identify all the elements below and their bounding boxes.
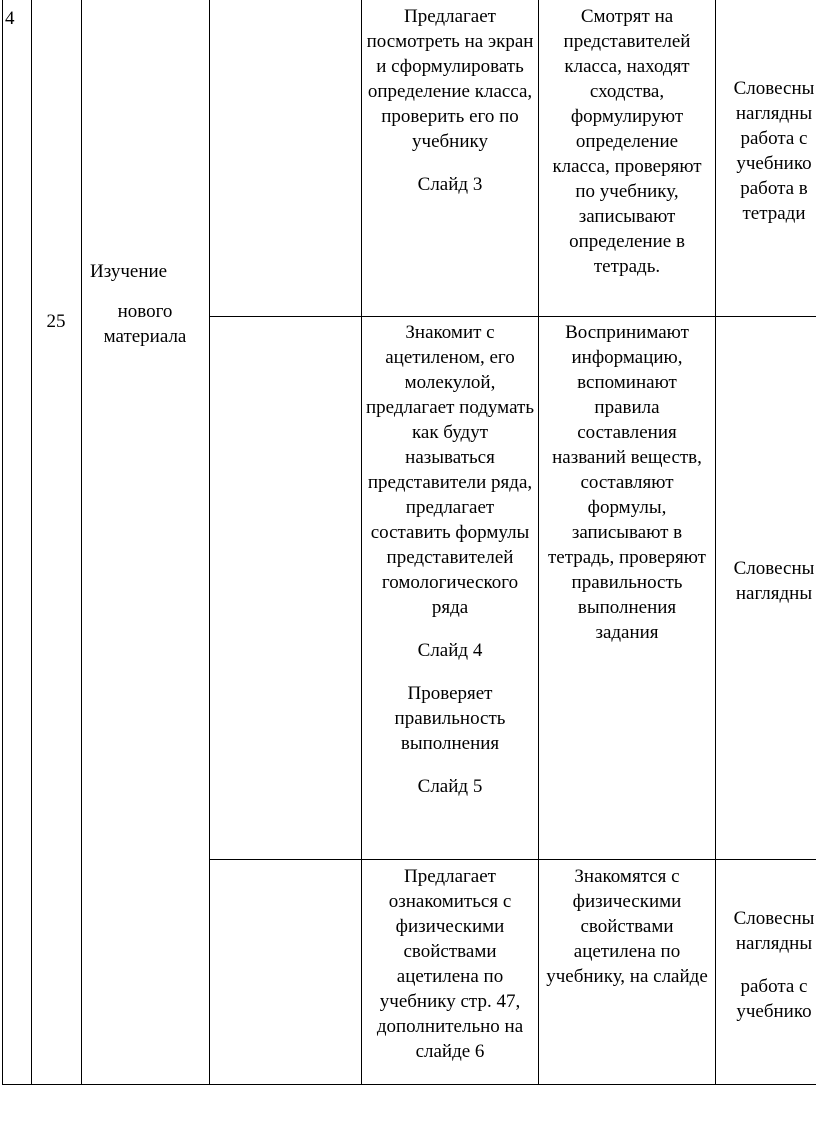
column-divider-3 (209, 0, 210, 1085)
row-divider-2 (209, 859, 816, 860)
column-divider-1 (31, 0, 32, 1085)
methods-text: Словесны наглядны работа с учебнико работа в тетради (733, 78, 815, 224)
slide-label: Слайд 3 (417, 174, 483, 195)
teacher-activity-text: Знакомит с ацетиленом, его молекулой, предлагает подумать как будут называться представители ряда, предлагает составить формулы представителей гомологического ряда (366, 322, 534, 618)
methods-text: Словесны наглядны (733, 558, 815, 604)
row-number: 4 (5, 8, 15, 29)
stage-label-line1: Изучение (90, 261, 168, 282)
column-divider-5 (538, 0, 539, 1085)
teacher-activity-row-3 (365, 864, 535, 1064)
teacher-activity-row-1 (365, 4, 535, 197)
column-divider-2 (81, 0, 82, 1085)
stage-label-line2: нового материала (103, 301, 187, 347)
methods-row-2 (722, 556, 816, 606)
stage-cell (84, 259, 206, 349)
table-border-left (2, 0, 3, 1085)
slide-label: Слайд 5 (417, 776, 483, 797)
student-activity-text: Смотрят на представителей класса, находят сходства, формулируют определение класса, проверяют по учебнику, записывают определение в тетрадь. (552, 6, 702, 277)
methods-text: Словесны наглядны (733, 908, 815, 954)
methods-text: работа с учебнико (736, 976, 812, 1022)
row-number-cell (5, 6, 23, 31)
student-activity-row-3 (545, 864, 709, 989)
minutes-cell (31, 309, 81, 334)
student-activity-row-1 (545, 4, 709, 279)
student-activity-row-2 (545, 320, 709, 645)
teacher-activity-text: Проверяет правильность выполнения (394, 683, 506, 754)
row-divider-1 (209, 316, 816, 317)
minutes-value: 25 (46, 311, 66, 332)
methods-row-3 (722, 906, 816, 1024)
teacher-activity-text: Предлагает ознакомиться с физическими свойствами ацетилена по учебнику стр. 47, дополнительно на слайде 6 (376, 866, 524, 1062)
column-divider-4 (361, 0, 362, 1085)
student-activity-text: Знакомятся с физическими свойствами ацетилена по учебнику, на слайде (546, 866, 708, 987)
methods-row-1 (722, 76, 816, 226)
slide-label: Слайд 4 (417, 640, 483, 661)
table-border-bottom (2, 1084, 816, 1085)
column-divider-6 (715, 0, 716, 1085)
teacher-activity-text: Предлагает посмотреть на экран и сформулировать определение класса, проверить его по учебнику (366, 6, 534, 152)
student-activity-text: Воспринимают информацию, вспоминают правила составления названий веществ, составляют формулы, записывают в тетрадь, проверяют правильность выполнения задания (548, 322, 706, 643)
teacher-activity-row-2 (365, 320, 535, 799)
